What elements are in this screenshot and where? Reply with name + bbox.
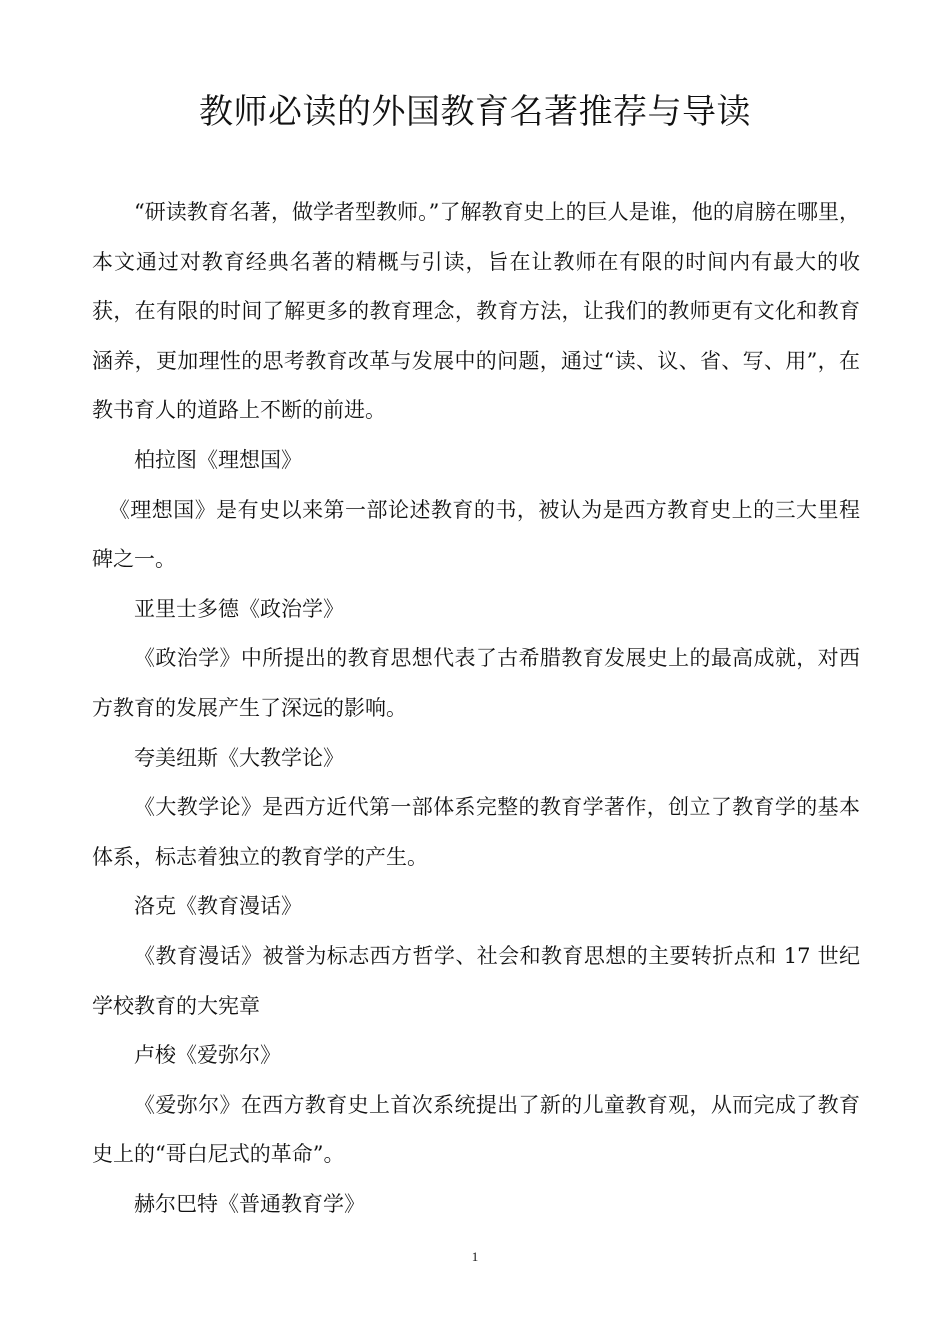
document-body (92, 188, 860, 1229)
document-title: 教师必读的外国教育名著推荐与导读 (199, 92, 751, 132)
intro-paragraph: “研读教育名著，做学者型教师。”了解教育史上的巨人是谁，他的肩膀在哪里，本文通过对教育经典名著的精概与引读，旨在让教师在有限的时间内有最大的收获，在有限的时间了解更多的教育理念，教育方法，让我们的教师更有文化和教育涵养，更加理性的思考教育改革与发展中的问题，通过“读、议、省、写、用”，在教书育人的道路上不断的前进。 (92, 200, 860, 423)
book-summary-rousseau: 《爱弥尔》在西方教育史上首次系统提出了新的儿童教育观，从而完成了教育史上的“哥白尼式的革命”。 (92, 1092, 860, 1167)
book-heading-rousseau: 卢梭《爱弥尔》 (134, 1043, 281, 1068)
book-summary-plato: 《理想国》是有史以来第一部论述教育的书，被认为是西方教育史上的三大里程碑之一。 (92, 497, 860, 572)
book-heading-comenius: 夸美纽斯《大教学论》 (134, 745, 344, 770)
book-heading-locke: 洛克《教育漫话》 (134, 894, 302, 919)
page-number: 1 (471, 1249, 479, 1264)
book-heading-herbart: 赫尔巴特《普通教育学》 (134, 1191, 365, 1216)
book-heading-plato: 柏拉图《理想国》 (134, 447, 302, 472)
book-heading-aristotle: 亚里士多德《政治学》 (134, 596, 344, 621)
book-summary-aristotle: 《政治学》中所提出的教育思想代表了古希腊教育发展史上的最高成就，对西方教育的发展产生了深远的影响。 (92, 646, 860, 720)
book-summary-comenius: 《大教学论》是西方近代第一部体系完整的教育学著作，创立了教育学的基本体系，标志着独立的教育学的产生。 (92, 795, 860, 869)
book-summary-locke: 《教育漫话》被誉为标志西方哲学、社会和教育思想的主要转折点和 17 世纪学校教育的大宪章 (92, 943, 860, 1018)
